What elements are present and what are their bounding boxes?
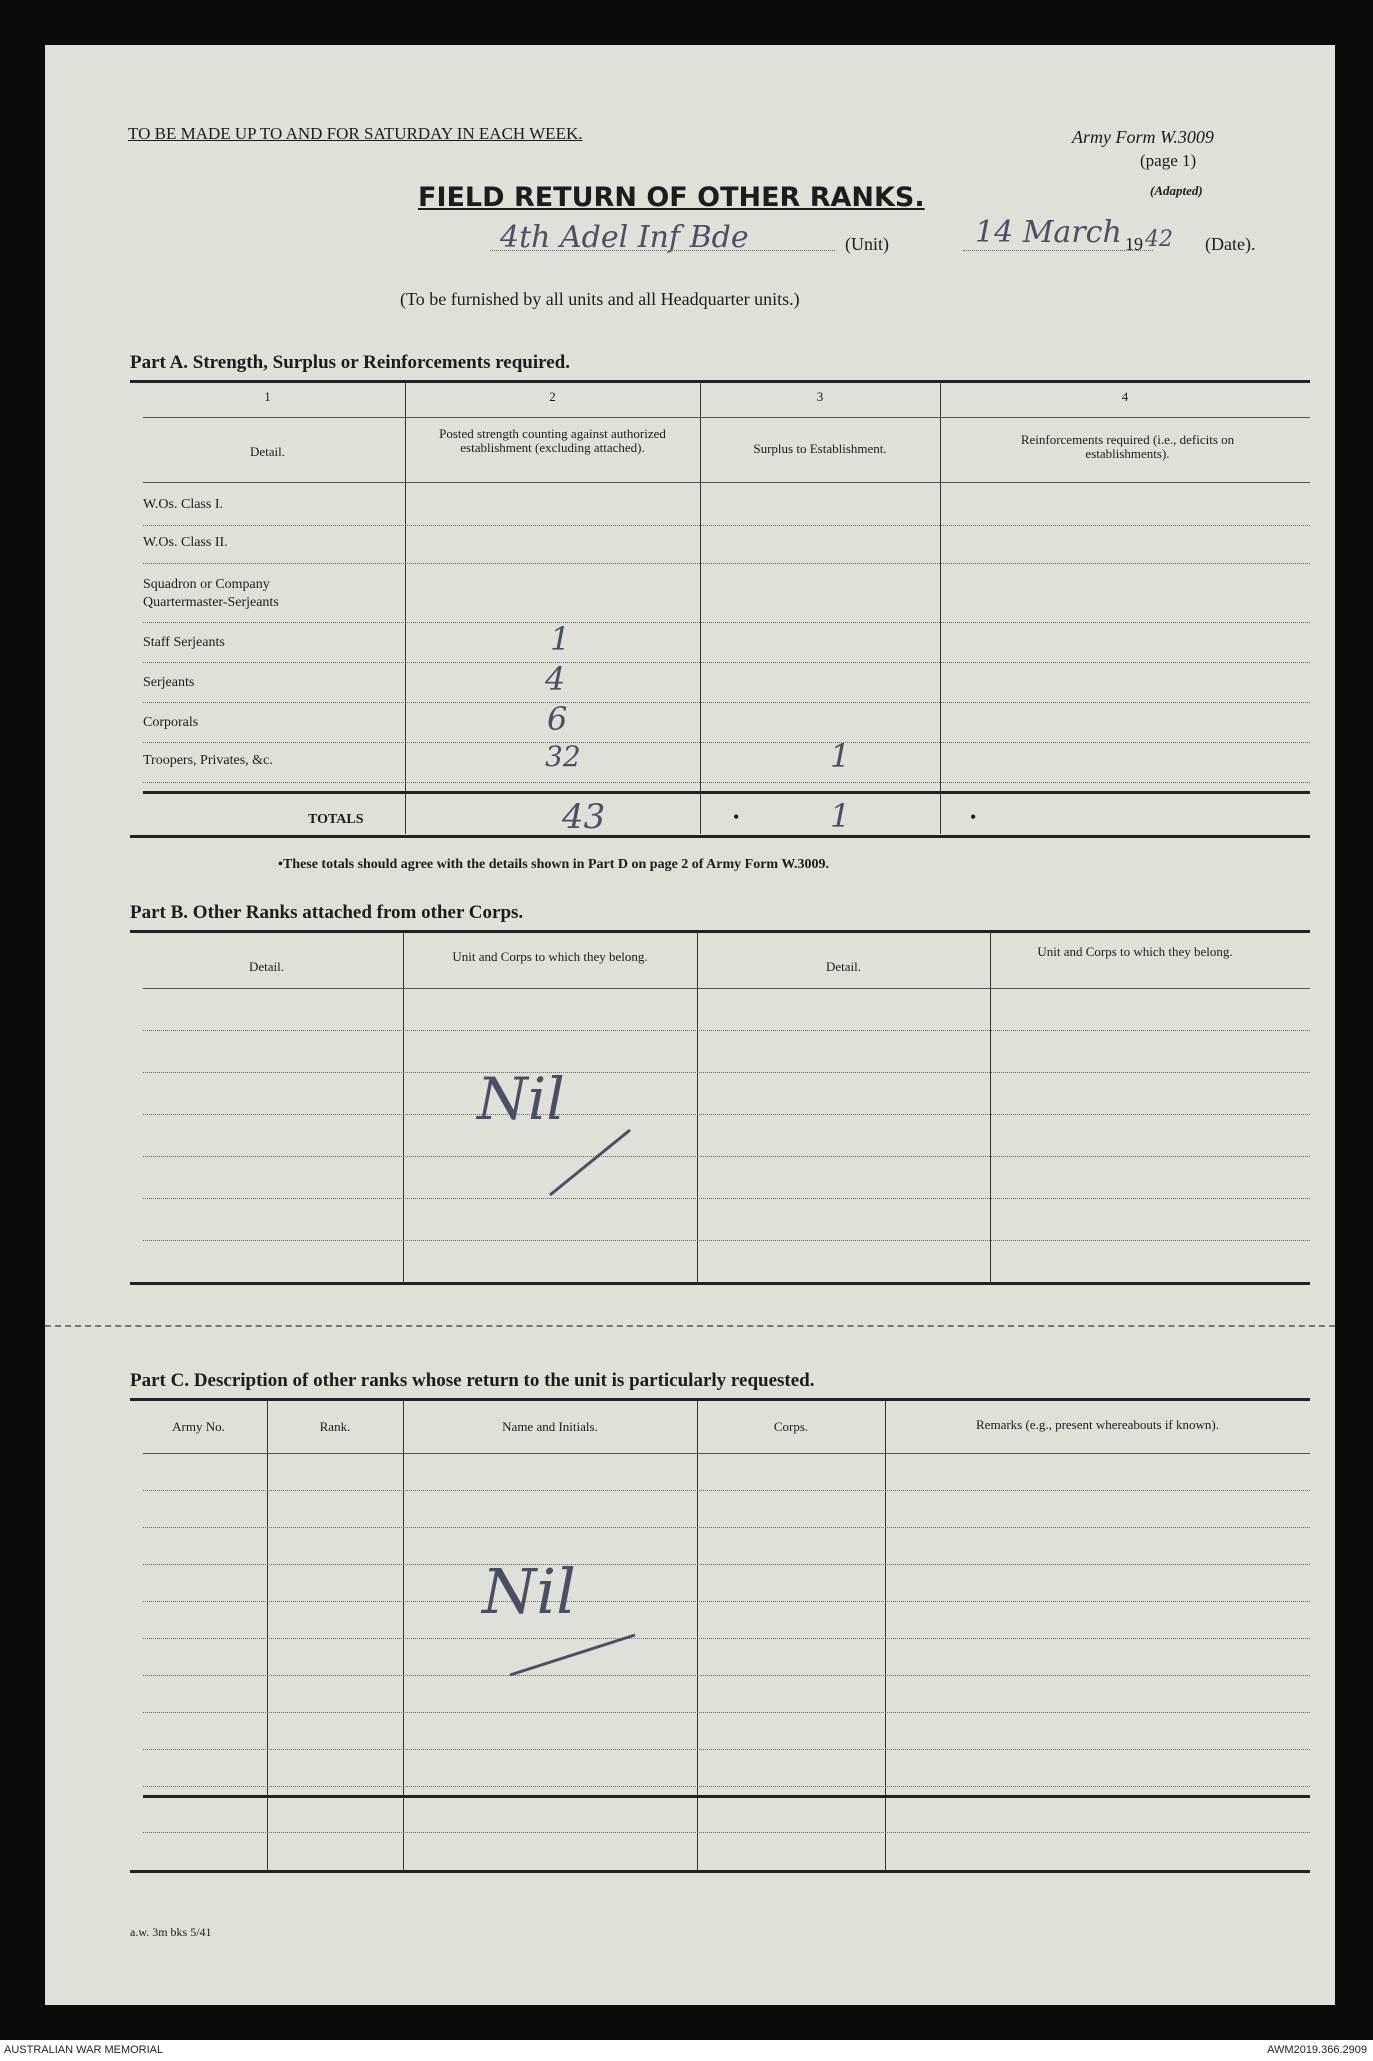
partA-row-surplus: 1 [830,737,851,775]
printer-imprint: a.w. 3m bks 5/41 [130,1925,212,1939]
footer-left: AUSTRALIAN WAR MEMORIAL [4,2044,164,2056]
partA-row-posted: 6 [547,700,568,738]
partA-reinf-bullet: • [970,807,977,827]
partA-row-detail: Troopers, Privates, &c. [143,753,273,768]
instruction-text: TO BE MADE UP TO AND FOR SATURDAY IN EACH WEEK. [128,124,583,143]
furnished-note: (To be furnished by all units and all Headquarter units.) [400,289,800,309]
year-prefix: 19 [1125,234,1143,254]
partA-row-detail: Squadron or Company [143,577,270,592]
partB-nil-slash [525,1125,645,1205]
date-label: (Date). [1205,234,1256,254]
partA-row-posted: 32 [545,740,581,773]
partA-title: Part A. Strength, Surplus or Reinforcements required. [130,352,570,373]
partB-header-unit-2: Unit and Corps to which they belong. [1037,944,1233,959]
partC-nil-entry: Nil [482,1555,576,1628]
partA-header-surplus: Surplus to Establishment. [753,441,887,456]
partB-header-detail-2: Detail. [825,959,861,974]
form-number: Army Form W.3009 [1072,127,1214,147]
partA-row-detail: Corporals [143,715,199,730]
partA-row-detail: Staff Serjeants [143,635,225,650]
partA-surplus-bullet: • [733,807,740,827]
partA-row-detail: Serjeants [143,675,195,690]
partA-row-detail: W.Os. Class II. [143,535,228,550]
partA-header-detail: Detail. [249,444,285,459]
adapted-label: (Adapted) [1150,183,1203,198]
year-handwritten: 42 [1145,227,1173,252]
footer-right: AWM2019.366.2909 [1267,2044,1367,2056]
unit-label: (Unit) [845,234,889,254]
partA-header-posted: Posted strength counting against authorized establishment (excluding attached). [439,426,666,455]
form-title: FIELD RETURN OF OTHER RANKS. [418,182,925,213]
partA-row-detail: W.Os. Class I. [143,497,223,512]
partB-header-detail: Detail. [248,959,284,974]
partB-nil-entry: Nil [477,1065,565,1133]
partA-totals-surplus: 1 [830,797,851,835]
partB-header-unit: Unit and Corps to which they belong. [452,949,648,964]
partB-title: Part B. Other Ranks attached from other Corps. [130,902,524,923]
form-sheet [45,45,1335,2005]
partC-header-army-no: Army No. [172,1419,225,1434]
partC-nil-slash [495,1625,645,1685]
partA-totals-label: TOTALS [308,812,364,827]
partA-row-detail-cont: Quartermaster-Serjeants [143,595,279,610]
partC-header-remarks: Remarks (e.g., present whereabouts if known). [976,1417,1219,1432]
partA-totals-note: •These totals should agree with the details shown in Part D on page 2 of Army Form W.3009. [278,857,830,872]
unit-handwritten: 4th Adel Inf Bde [500,220,749,255]
partC-header-rank: Rank. [319,1419,351,1434]
partA-totals-posted: 43 [562,797,606,837]
partA-header-reinforcements: Reinforcements required (i.e., deficits on establishments). [1020,432,1235,461]
partA-col4-num: 4 [1121,389,1129,404]
partA-col2-num: 2 [549,389,556,404]
archive-footer [0,2040,1373,2061]
partA-col3-num: 3 [816,389,824,404]
date-handwritten: 14 March [975,215,1122,250]
partA-row-posted: 4 [545,660,566,698]
partA-col1-num: 1 [264,389,271,404]
partA-row-posted: 1 [550,620,571,658]
partC-header-corps: Corps. [773,1419,809,1434]
form-page: (page 1) [1140,151,1197,170]
partC-title: Part C. Description of other ranks whose return to the unit is particularly requested. [130,1370,815,1391]
partC-header-name: Name and Initials. [502,1419,598,1434]
